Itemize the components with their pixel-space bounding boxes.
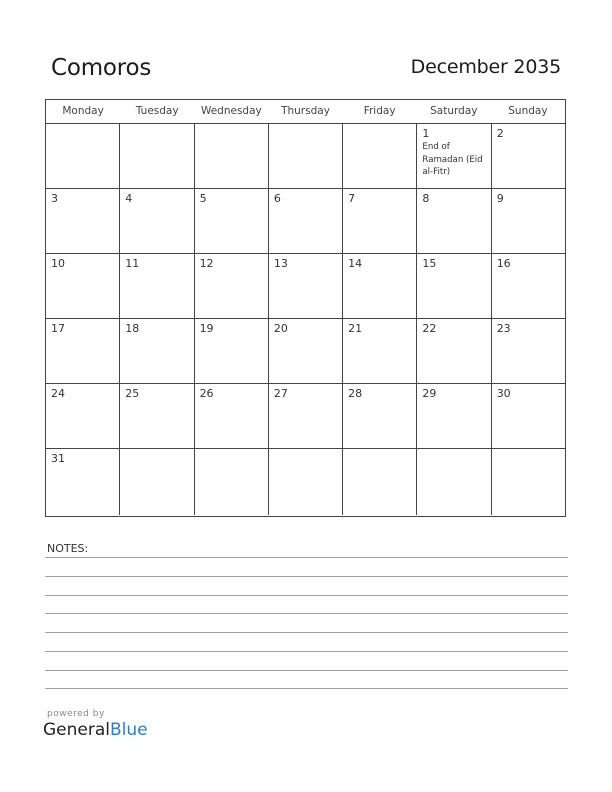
day-number: 30 [496,387,511,400]
day-cell [417,449,491,515]
day-cell [343,254,417,318]
day-cell [492,254,565,318]
day-number: 3 [51,192,58,205]
day-cell [269,449,343,515]
day-number: 20 [273,322,288,335]
day-cell [195,254,269,318]
brand-blue: Blue [110,720,148,740]
day-number: 4 [125,192,133,205]
notes-label: NOTES: [47,542,89,555]
note-line [45,670,568,671]
day-cell [195,449,269,515]
day-cell [120,254,194,318]
generalblue-logo [43,720,148,740]
day-number: 13 [273,257,288,270]
week-row [46,319,565,384]
day-cell [120,319,194,383]
day-cell [269,254,343,318]
calendar-grid [45,99,566,517]
day-number: 7 [348,192,356,205]
day-cell [492,384,565,448]
note-line [45,595,568,596]
day-cell [46,254,120,318]
weekday-header-row [46,100,565,124]
weekday-wednesday: Wednesday [200,105,262,117]
day-number: 27 [273,387,288,400]
week-row [46,189,565,254]
day-cell [195,189,269,253]
day-cell [417,254,491,318]
country-title: Comoros [51,55,152,81]
powered-by-text: powered by [47,709,105,719]
note-line [45,651,568,652]
day-cell [120,189,194,253]
day-number: 10 [51,257,65,270]
weekday-tuesday: Tuesday [135,105,179,117]
day-number: 12 [199,257,214,270]
day-cell [120,124,194,188]
day-number: 8 [422,192,430,205]
weekday-saturday: Saturday [430,105,478,117]
day-cell [492,124,565,188]
day-number: 23 [496,322,511,335]
day-cell [46,319,120,383]
day-number: 2 [496,127,504,140]
day-cell [492,319,565,383]
day-number: 18 [125,322,140,335]
day-cell [343,189,417,253]
day-cell [269,319,343,383]
day-number: 11 [125,257,140,270]
day-number: 31 [51,452,65,465]
day-cell [417,124,491,188]
weekday-thursday: Thursday [281,105,330,117]
day-cell [269,189,343,253]
day-number: 24 [51,387,65,400]
day-cell [46,189,120,253]
note-line [45,632,568,633]
day-cell [46,384,120,448]
week-row [46,254,565,319]
day-number: 29 [422,387,437,400]
week-row [46,124,565,189]
day-number: 17 [51,322,65,335]
day-cell [269,124,343,188]
holiday-label: End of Ramadan (Eid al-Fitr) [422,142,483,177]
day-cell [120,384,194,448]
note-line [45,576,568,577]
week-row [46,449,565,515]
day-cell [492,449,565,515]
day-number: 1 [422,127,430,140]
day-number: 16 [496,257,511,270]
day-cell [343,124,417,188]
day-number: 22 [422,322,437,335]
day-number: 15 [422,257,437,270]
day-number: 9 [496,192,504,205]
weekday-sunday: Sunday [508,105,548,117]
note-line [45,688,568,689]
day-cell [195,319,269,383]
brand-general: General [43,720,110,740]
week-row [46,384,565,449]
day-number: 28 [348,387,363,400]
day-cell [492,189,565,253]
day-number: 26 [199,387,214,400]
day-number: 6 [273,192,281,205]
day-cell [343,449,417,515]
day-cell [195,384,269,448]
day-cell [195,124,269,188]
day-cell [343,319,417,383]
day-cell [269,384,343,448]
day-cell [417,189,491,253]
day-cell [417,319,491,383]
day-number: 21 [348,322,363,335]
day-cell [417,384,491,448]
day-cell [46,124,120,188]
month-year-title: December 2035 [410,56,561,78]
day-number: 19 [199,322,214,335]
day-cell [120,449,194,515]
note-line [45,613,568,614]
day-number: 14 [348,257,363,270]
weekday-friday: Friday [363,105,396,117]
weekday-monday: Monday [62,105,104,117]
day-cell [46,449,120,515]
day-cell [343,384,417,448]
day-number: 5 [199,192,207,205]
note-line [45,557,568,558]
day-number: 25 [125,387,140,400]
